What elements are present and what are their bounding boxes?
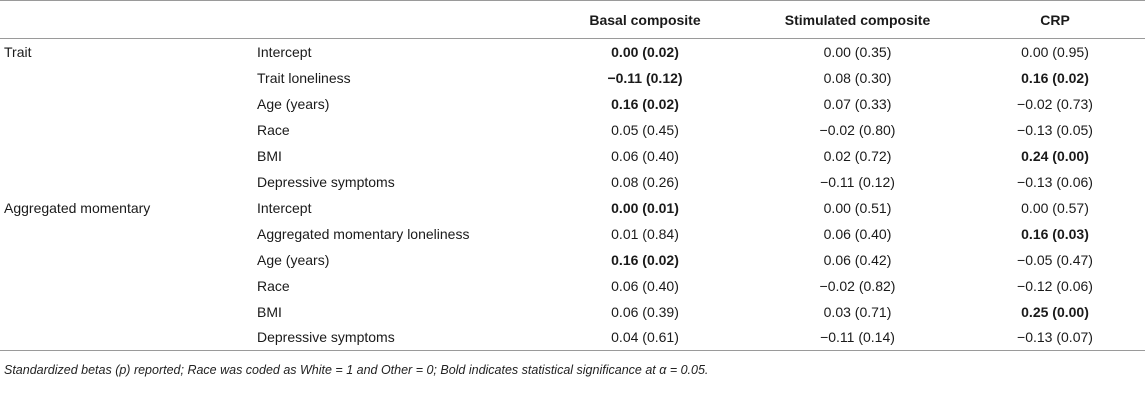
table-row: [0, 299, 1145, 325]
cell-stimulated-composite: −0.11 (0.14): [750, 325, 965, 351]
group-label: [0, 247, 250, 273]
variable-label: BMI: [257, 147, 282, 164]
cell-crp: −0.13 (0.07): [965, 325, 1145, 351]
cell-basal-composite: 0.16 (0.02): [611, 95, 679, 112]
group-label: Aggregated momentary: [4, 199, 151, 216]
table-row: [0, 325, 1145, 351]
cell-stimulated-composite: 0.02 (0.72): [823, 147, 892, 164]
cell-crp: 0.16 (0.03): [1021, 225, 1089, 242]
header-variable-col: [250, 1, 540, 39]
table-row: [0, 169, 1145, 195]
table-row: [0, 273, 1145, 299]
variable-label: BMI: [257, 303, 282, 320]
variable-label: Race: [257, 277, 290, 294]
group-label: [0, 273, 250, 299]
table-body: [0, 39, 1145, 351]
variable-label: Intercept: [257, 199, 312, 216]
cell-stimulated-composite: −0.02 (0.82): [819, 277, 896, 294]
cell-basal-composite: 0.00 (0.02): [611, 43, 679, 60]
cell-stimulated-composite: 0.03 (0.71): [823, 303, 892, 320]
header-stimulated-composite: Stimulated composite: [750, 1, 965, 39]
cell-stimulated-composite: 0.07 (0.33): [823, 95, 892, 112]
cell-basal-composite: 0.00 (0.01): [611, 199, 679, 216]
variable-label: Age (years): [257, 95, 330, 112]
group-label: Trait: [4, 43, 32, 60]
cell-crp: −0.13 (0.05): [1017, 121, 1093, 138]
cell-crp: 0.00 (0.95): [1021, 43, 1089, 60]
table-row: [0, 195, 1145, 221]
cell-crp: −0.05 (0.47): [1017, 251, 1093, 268]
variable-label: Race: [257, 121, 290, 138]
table-row: [0, 39, 1145, 65]
cell-basal-composite: 0.05 (0.45): [611, 121, 679, 138]
cell-crp: 0.00 (0.57): [1021, 199, 1089, 216]
cell-crp: −0.02 (0.73): [1017, 95, 1093, 112]
cell-basal-composite: 0.16 (0.02): [611, 251, 679, 268]
table-row: [0, 221, 1145, 247]
variable-label: Aggregated momentary loneliness: [257, 225, 470, 242]
cell-basal-composite: 0.06 (0.39): [611, 303, 679, 320]
cell-crp: 0.24 (0.00): [1021, 147, 1089, 164]
table-footnote: Standardized betas (p) reported; Race was coded as White = 1 and Other = 0; Bold indicates statistical significance at α = 0.05.: [4, 363, 709, 377]
cell-basal-composite: 0.06 (0.40): [611, 277, 679, 294]
cell-crp: −0.12 (0.06): [1017, 277, 1093, 294]
cell-crp: 0.16 (0.02): [1021, 69, 1089, 86]
cell-stimulated-composite: 0.06 (0.40): [823, 225, 892, 242]
group-label: [0, 91, 250, 117]
table-row: [0, 247, 1145, 273]
variable-label: Trait loneliness: [257, 69, 351, 86]
group-label: [0, 221, 250, 247]
header-crp: CRP: [965, 1, 1145, 39]
header-basal-composite: Basal composite: [540, 1, 750, 39]
variable-label: Age (years): [257, 251, 330, 268]
cell-basal-composite: 0.01 (0.84): [611, 225, 679, 242]
cell-basal-composite: −0.11 (0.12): [607, 69, 683, 86]
table-row: [0, 65, 1145, 91]
cell-basal-composite: 0.04 (0.61): [540, 325, 750, 351]
cell-stimulated-composite: −0.11 (0.12): [820, 173, 895, 190]
cell-basal-composite: 0.06 (0.40): [611, 147, 679, 164]
group-label: [0, 299, 250, 325]
header-group-col: [0, 1, 250, 39]
cell-stimulated-composite: −0.02 (0.80): [819, 121, 896, 138]
table-row: [0, 117, 1145, 143]
group-label: [0, 117, 250, 143]
cell-basal-composite: 0.08 (0.26): [611, 173, 679, 190]
cell-stimulated-composite: 0.06 (0.42): [823, 251, 892, 268]
cell-crp: −0.13 (0.06): [1017, 173, 1093, 190]
table-row: [0, 143, 1145, 169]
table-row: [0, 91, 1145, 117]
group-label: [0, 169, 250, 195]
cell-stimulated-composite: 0.00 (0.51): [823, 199, 892, 216]
variable-label: Depressive symptoms: [257, 173, 395, 190]
header-row: [0, 1, 1145, 39]
variable-label: Intercept: [257, 43, 312, 60]
group-label: [0, 325, 250, 351]
variable-label: Depressive symptoms: [250, 325, 540, 351]
cell-stimulated-composite: 0.08 (0.30): [823, 69, 892, 86]
group-label: [0, 143, 250, 169]
cell-stimulated-composite: 0.00 (0.35): [823, 43, 892, 60]
group-label: [0, 65, 250, 91]
cell-crp: 0.25 (0.00): [1021, 303, 1089, 320]
